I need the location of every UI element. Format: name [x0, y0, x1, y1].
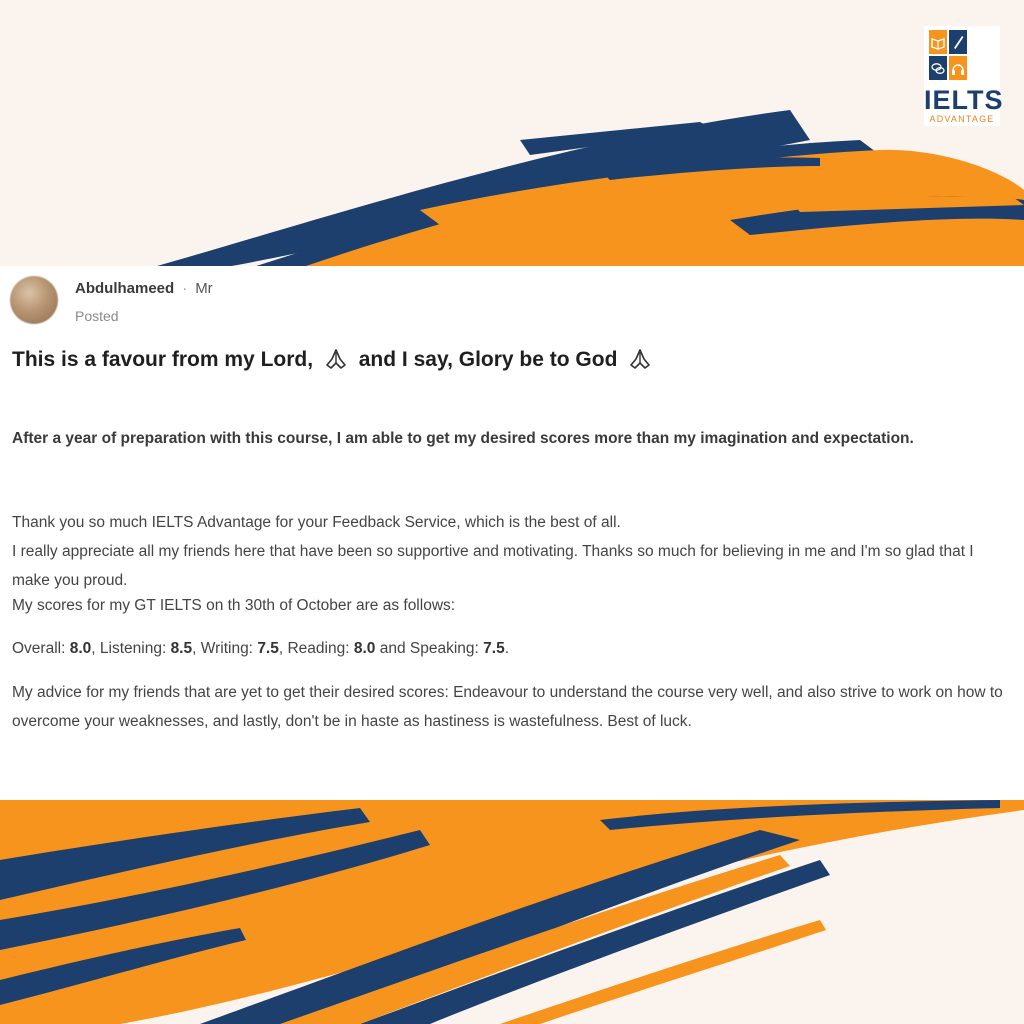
reading-label: , Reading:: [278, 640, 350, 657]
ielts-advantage-logo: [924, 26, 1004, 126]
folded-hands-icon: [627, 347, 653, 379]
author-name[interactable]: Abdulhameed: [75, 280, 175, 297]
scores-intro: My scores for my GT IELTS on th 30th of October are as follows:: [12, 597, 456, 614]
overall-label: Overall:: [12, 640, 66, 657]
post-title-part1: This is a favour from my Lord,: [12, 348, 314, 371]
post-title: [12, 346, 1002, 379]
lead-paragraph: After a year of preparation with this course, I am able to get my desired scores more than my imagination and expectation.: [12, 430, 914, 447]
logo-wordmark: IELTS: [924, 85, 1004, 115]
decorative-brush-bottom: [0, 800, 1024, 1024]
writing-label: , Writing:: [192, 640, 253, 657]
post-status: Posted: [75, 308, 119, 324]
decorative-brush-top: [0, 100, 1024, 270]
thanks-paragraph: [12, 508, 1012, 595]
folded-hands-icon: [323, 347, 349, 379]
scores-end: .: [504, 640, 510, 657]
thanks-line-1: Thank you so much IELTS Advantage for your Feedback Service, which is the best of all.: [12, 514, 621, 531]
listening-score: 8.5: [170, 640, 193, 657]
pen-icon: [949, 30, 967, 54]
overall-score: 8.0: [69, 640, 92, 657]
headphones-icon: [949, 56, 967, 80]
author-row: [75, 280, 213, 297]
thanks-line-2: I really appreciate all my friends here that have been so supportive and motivating. Thanks so much for believing in me and I'm so glad that I make you proud.: [12, 543, 974, 589]
book-icon: [929, 30, 947, 54]
reading-score: 8.0: [353, 640, 376, 657]
post-card: [0, 266, 1024, 804]
avatar[interactable]: [10, 276, 58, 324]
writing-score: 7.5: [257, 640, 279, 657]
logo-subtitle: ADVANTAGE: [929, 114, 995, 124]
speaking-score: 7.5: [483, 640, 505, 657]
advice-paragraph: My advice for my friends that are yet to get their desired scores: Endeavour to understand the course very well, and also strive to work on how to overcome your weaknesses, and lastly, don't be in haste as hastiness is wastefulness. Best of luck.: [12, 684, 1003, 730]
scores-line: [12, 634, 1012, 663]
logo-icon-grid: [929, 30, 967, 80]
listening-label: , Listening:: [91, 640, 167, 657]
author-title: Mr: [195, 280, 213, 297]
speaking-label: and Speaking:: [375, 640, 479, 657]
post-title-part2: and I say, Glory be to God: [358, 348, 618, 371]
author-separator: ·: [182, 280, 188, 297]
speech-bubbles-icon: [929, 56, 947, 80]
